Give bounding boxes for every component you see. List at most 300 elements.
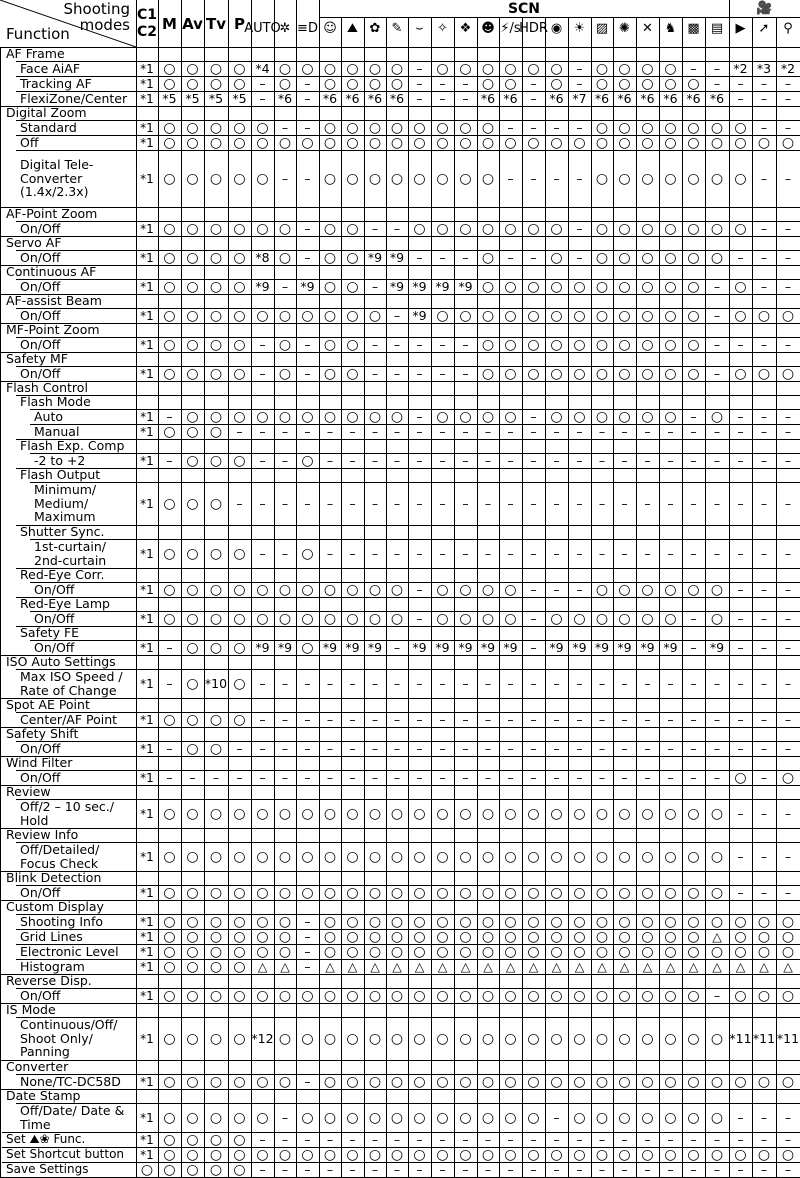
table-cell: ○ <box>641 134 654 151</box>
table-cell: ○ <box>413 220 426 237</box>
table-cell: – <box>462 337 469 352</box>
table-cell: – <box>484 1162 492 1177</box>
table-cell: ○ <box>504 278 517 295</box>
table-cell: – <box>371 424 379 439</box>
table-cell: – <box>760 741 768 756</box>
table-cell: ○ <box>527 928 540 945</box>
table-cell: *7 <box>572 91 587 106</box>
table-cell: ○ <box>595 943 609 960</box>
table-cell: ○ <box>278 336 292 353</box>
table-cell: – <box>212 770 220 785</box>
column-divider <box>136 47 137 1177</box>
table-cell: – <box>393 366 401 381</box>
table-cell: – <box>371 366 379 381</box>
table-cell: – <box>416 676 423 691</box>
table-cell: – <box>371 279 379 294</box>
table-cell: △ <box>414 959 425 974</box>
table-cell: – <box>439 712 446 727</box>
table-cell: *3 <box>756 61 772 76</box>
table-cell: – <box>737 76 744 91</box>
table-cell: ○ <box>550 365 563 382</box>
table-cell: – <box>462 676 469 691</box>
table-cell: *9 <box>709 640 725 655</box>
table-cell: ○ <box>618 913 631 930</box>
table-cell: ○ <box>323 60 337 77</box>
table-cell: – <box>484 676 492 691</box>
table-cell: ○ <box>459 220 472 237</box>
column-divider <box>776 47 777 1177</box>
table-cell: △ <box>460 959 471 974</box>
table-cell: *6 <box>663 91 678 106</box>
table-cell: ○ <box>256 1073 269 1090</box>
table-cell: – <box>737 546 744 561</box>
table-cell: – <box>530 1162 537 1177</box>
table-cell: △ <box>712 959 722 974</box>
table-cell: ○ <box>710 805 724 822</box>
table-cell: – <box>598 453 606 468</box>
table-cell: – <box>576 582 583 597</box>
table-cell: *1 <box>140 640 154 655</box>
row-divider <box>0 352 800 353</box>
table-cell: ○ <box>186 134 199 151</box>
table-cell: – <box>304 1074 311 1089</box>
table-cell: ○ <box>550 278 563 295</box>
table-cell: – <box>462 76 469 91</box>
table-cell: – <box>737 337 744 352</box>
table-cell: ○ <box>413 119 426 136</box>
table-cell: – <box>530 582 537 597</box>
table-cell: ○ <box>209 913 223 930</box>
function-label: Shooting Info <box>20 913 104 929</box>
table-cell: – <box>416 496 423 511</box>
table-cell: *1 <box>140 424 154 439</box>
table-cell: – <box>737 611 744 626</box>
table-cell: △ <box>574 959 585 974</box>
table-cell: ○ <box>504 913 517 930</box>
table-cell: ○ <box>436 805 449 822</box>
table-cell: ○ <box>186 75 199 92</box>
table-cell: – <box>371 546 379 561</box>
table-cell: ○ <box>527 60 540 77</box>
table-cell: – <box>737 676 744 691</box>
table-cell: ○ <box>256 943 269 960</box>
table-cell: – <box>393 676 401 691</box>
table-cell: ○ <box>618 943 631 960</box>
table-cell: ○ <box>527 278 540 295</box>
column-divider <box>431 47 432 1177</box>
table-cell: ○ <box>186 495 199 512</box>
table-cell: ○ <box>323 75 337 92</box>
table-cell: ○ <box>436 943 449 960</box>
table-cell: ○ <box>163 307 176 324</box>
row-divider <box>0 974 800 975</box>
table-cell: – <box>598 1162 606 1177</box>
table-cell: ○ <box>734 769 747 786</box>
table-cell: ○ <box>618 1030 631 1047</box>
table-cell: ○ <box>734 119 747 136</box>
table-cell: – <box>349 1162 356 1177</box>
table-cell: – <box>416 337 423 352</box>
table-cell: – <box>760 546 768 561</box>
table-cell: – <box>784 640 792 655</box>
table-cell: ○ <box>618 278 631 295</box>
table-cell: *1 <box>140 135 154 150</box>
group-heading: Shutter Sync. <box>20 524 105 539</box>
table-cell: – <box>393 424 401 439</box>
table-cell: – <box>439 424 446 439</box>
table-cell: ○ <box>687 336 700 353</box>
table-cell: ○ <box>323 928 337 945</box>
column-divider <box>228 47 229 1177</box>
table-cell: – <box>553 120 560 135</box>
table-cell: △ <box>759 959 769 974</box>
table-cell: – <box>304 76 311 91</box>
table-cell: ○ <box>550 913 563 930</box>
column-header: ⚲ <box>783 21 793 36</box>
table-cell: ○ <box>209 365 223 382</box>
table-cell: – <box>416 91 423 106</box>
table-cell: ○ <box>710 1030 724 1047</box>
header-divider <box>545 17 546 47</box>
table-cell: – <box>713 496 721 511</box>
table-cell: – <box>784 741 792 756</box>
table-cell: ○ <box>233 675 246 692</box>
table-cell: – <box>281 1110 289 1125</box>
table-cell: ○ <box>459 1030 472 1047</box>
table-cell: ○ <box>163 1073 176 1090</box>
table-cell: ○ <box>390 408 404 425</box>
table-cell: ○ <box>664 60 677 77</box>
table-cell: ○ <box>209 1161 223 1178</box>
table-cell: – <box>713 424 721 439</box>
table-cell: *9 <box>389 250 405 265</box>
table-cell: – <box>259 337 266 352</box>
table-cell: *2 <box>780 61 796 76</box>
table-cell: ○ <box>256 1146 269 1163</box>
table-cell: – <box>416 76 423 91</box>
table-cell: ○ <box>256 307 269 324</box>
table-cell: ○ <box>233 307 246 324</box>
function-label: On/Off <box>34 610 75 626</box>
table-cell: – <box>304 366 311 381</box>
table-cell: – <box>326 676 334 691</box>
table-cell: – <box>371 453 379 468</box>
table-cell: ○ <box>233 884 246 901</box>
table-cell: – <box>713 279 721 294</box>
table-cell: – <box>416 250 423 265</box>
table-cell: △ <box>257 959 268 974</box>
column-divider <box>274 47 275 1177</box>
table-cell: ○ <box>481 848 495 865</box>
table-cell: – <box>259 453 266 468</box>
table-cell: ○ <box>664 119 677 136</box>
table-cell: – <box>644 1162 651 1177</box>
column-divider <box>545 47 546 1177</box>
function-label: Function <box>6 25 70 43</box>
table-cell: – <box>304 337 311 352</box>
table-cell: *6 <box>277 91 293 106</box>
table-cell: – <box>281 676 289 691</box>
table-cell: ○ <box>209 1030 223 1047</box>
table-cell: ○ <box>781 928 795 945</box>
table-cell: – <box>349 424 356 439</box>
table-cell: – <box>507 741 514 756</box>
table-cell: ○ <box>504 134 517 151</box>
shooting-modes-label: Shooting modes <box>63 0 130 34</box>
table-cell: ○ <box>256 220 269 237</box>
table-cell: ○ <box>641 220 654 237</box>
table-cell: *6 <box>345 91 360 106</box>
table-cell: ○ <box>664 805 677 822</box>
table-cell: ○ <box>390 805 404 822</box>
table-cell: *1 <box>140 806 154 821</box>
table-cell: *6 <box>709 91 725 106</box>
table-cell: – <box>349 676 356 691</box>
column-header: ▨ <box>595 21 609 36</box>
table-cell: ○ <box>346 119 359 136</box>
table-cell: – <box>166 676 173 691</box>
table-cell: ○ <box>209 610 223 627</box>
table-cell: – <box>644 741 651 756</box>
table-cell: – <box>416 366 423 381</box>
table-cell: ○ <box>664 249 677 266</box>
table-cell: ○ <box>209 408 223 425</box>
table-cell: – <box>690 741 697 756</box>
table-cell: ○ <box>459 408 472 425</box>
table-cell: – <box>236 770 243 785</box>
table-cell: – <box>484 453 492 468</box>
table-cell: ○ <box>346 913 359 930</box>
table-cell: – <box>304 676 311 691</box>
table-cell: ○ <box>664 610 677 627</box>
group-heading: Blink Detection <box>6 870 102 885</box>
table-cell: *12 <box>251 1031 274 1046</box>
table-cell: ○ <box>664 1030 677 1047</box>
header-divider <box>204 0 205 47</box>
column-header: ✿ <box>369 21 381 36</box>
table-cell: ○ <box>323 913 337 930</box>
table-cell: ○ <box>618 249 631 266</box>
table-cell: – <box>784 1162 792 1177</box>
table-cell: ○ <box>209 1073 223 1090</box>
table-cell: – <box>576 424 583 439</box>
row-divider <box>0 265 800 266</box>
table-cell: ○ <box>346 249 359 266</box>
column-header: ⌣ <box>415 21 424 36</box>
table-cell: ○ <box>278 1030 292 1047</box>
table-cell: ○ <box>710 1146 724 1163</box>
table-cell: ○ <box>527 336 540 353</box>
table-cell: ○ <box>595 884 609 901</box>
table-cell: – <box>553 424 560 439</box>
table-cell: ○ <box>436 913 449 930</box>
table-cell: ○ <box>233 1131 246 1148</box>
table-cell: ○ <box>323 1073 337 1090</box>
table-cell: ○ <box>323 884 337 901</box>
table-cell: – <box>667 1162 674 1177</box>
table-cell: ○ <box>459 60 472 77</box>
table-cell: *1 <box>140 959 154 974</box>
table-cell: – <box>667 546 674 561</box>
table-cell: ○ <box>163 278 176 295</box>
table-cell: △ <box>370 959 380 974</box>
table-cell: – <box>784 885 792 900</box>
table-cell: ○ <box>595 610 609 627</box>
table-cell: – <box>760 885 768 900</box>
table-cell: ○ <box>209 75 223 92</box>
row-divider <box>0 294 800 295</box>
table-cell: ○ <box>595 848 609 865</box>
table-cell: ○ <box>233 170 246 187</box>
table-cell: ○ <box>573 307 586 324</box>
table-cell: *9 <box>549 640 564 655</box>
table-cell: – <box>553 496 560 511</box>
table-cell: ○ <box>710 884 724 901</box>
table-cell: – <box>462 712 469 727</box>
table-cell: ○ <box>550 408 563 425</box>
table-cell: ○ <box>233 848 246 865</box>
table-cell: – <box>553 546 560 561</box>
row-divider <box>0 871 800 872</box>
table-cell: – <box>439 546 446 561</box>
row-divider <box>0 828 800 829</box>
table-cell: ○ <box>459 581 472 598</box>
table-cell: ○ <box>757 913 771 930</box>
table-cell: – <box>690 770 697 785</box>
column-divider <box>613 47 614 1177</box>
table-cell: *9 <box>458 640 473 655</box>
table-cell: ○ <box>527 134 540 151</box>
table-cell: ○ <box>504 805 517 822</box>
table-cell: – <box>553 453 560 468</box>
table-cell: ○ <box>368 60 382 77</box>
table-cell: ○ <box>233 928 246 945</box>
table-cell: – <box>281 496 289 511</box>
table-cell: *9 <box>322 640 338 655</box>
table-cell: ○ <box>346 336 359 353</box>
table-cell: ○ <box>781 769 795 786</box>
table-cell: ○ <box>186 1073 199 1090</box>
table-cell: ○ <box>413 943 426 960</box>
column-header: Tv <box>205 14 226 33</box>
table-cell: – <box>737 849 744 864</box>
table-cell: – <box>530 676 537 691</box>
table-cell: – <box>667 712 674 727</box>
table-cell: ○ <box>618 119 631 136</box>
table-cell: ○ <box>278 884 292 901</box>
table-cell: ○ <box>734 220 747 237</box>
table-cell: ○ <box>618 307 631 324</box>
table-cell: ○ <box>781 913 795 930</box>
row-divider <box>0 1060 800 1061</box>
table-cell: – <box>281 424 289 439</box>
table-cell: ○ <box>757 1146 771 1163</box>
table-cell: ○ <box>436 581 449 598</box>
table-cell: – <box>737 424 744 439</box>
table-cell: ○ <box>390 1073 404 1090</box>
table-cell: ○ <box>390 610 404 627</box>
table-cell: – <box>760 712 768 727</box>
table-cell: ○ <box>573 134 586 151</box>
table-cell: *1 <box>140 76 154 91</box>
column-divider <box>729 47 730 1177</box>
table-cell: – <box>713 308 721 323</box>
table-cell: ○ <box>641 805 654 822</box>
table-cell: – <box>462 424 469 439</box>
header-divider <box>636 17 637 47</box>
table-cell: – <box>259 1162 266 1177</box>
function-label: On/Off <box>20 769 61 785</box>
group-heading: Date Stamp <box>6 1088 81 1103</box>
column-divider <box>499 47 500 1177</box>
group-heading: Red-Eye Corr. <box>20 567 105 582</box>
table-cell: ○ <box>301 848 314 865</box>
table-cell: – <box>530 91 537 106</box>
table-cell: ○ <box>278 408 292 425</box>
function-label: Center/AF Point <box>20 711 118 727</box>
table-cell: – <box>690 640 697 655</box>
table-cell: ○ <box>163 1030 176 1047</box>
table-cell: – <box>393 496 401 511</box>
table-cell: ○ <box>163 987 176 1004</box>
table-cell: ○ <box>595 1109 609 1126</box>
table-cell: ○ <box>664 307 677 324</box>
column-divider <box>477 47 478 1177</box>
table-cell: ○ <box>664 134 677 151</box>
function-label: Set Shortcut button <box>6 1146 125 1161</box>
table-cell: ○ <box>390 134 404 151</box>
table-cell: ○ <box>346 848 359 865</box>
table-cell: ○ <box>256 805 269 822</box>
table-cell: – <box>784 250 792 265</box>
column-divider <box>454 47 455 1177</box>
table-cell: ○ <box>710 913 724 930</box>
table-cell: ○ <box>233 958 246 975</box>
table-cell: – <box>393 1132 401 1147</box>
table-cell: ○ <box>527 848 540 865</box>
column-header: Av <box>182 14 203 33</box>
function-label: Grid Lines <box>20 928 83 944</box>
table-cell: ○ <box>664 581 677 598</box>
table-cell: ○ <box>550 220 563 237</box>
table-cell: *1 <box>140 337 154 352</box>
table-cell: ○ <box>641 1146 654 1163</box>
table-cell: – <box>553 741 560 756</box>
table-cell: ○ <box>550 610 563 627</box>
table-cell: *10 <box>204 676 228 691</box>
table-cell: ○ <box>186 884 199 901</box>
table-cell: ○ <box>346 610 359 627</box>
table-cell: ○ <box>186 610 199 627</box>
table-cell: ○ <box>595 134 609 151</box>
table-cell: ○ <box>233 134 246 151</box>
table-cell: *9 <box>663 640 678 655</box>
table-cell: – <box>166 409 173 424</box>
table-cell: ○ <box>390 913 404 930</box>
table-cell: – <box>713 770 721 785</box>
table-cell: ○ <box>573 913 586 930</box>
table-cell: – <box>784 806 792 821</box>
table-cell: – <box>760 250 768 265</box>
table-cell: ○ <box>710 848 724 865</box>
table-cell: – <box>349 770 356 785</box>
table-cell: ○ <box>323 119 337 136</box>
table-cell: ○ <box>390 75 404 92</box>
table-cell: – <box>598 424 606 439</box>
table-cell: ○ <box>278 943 292 960</box>
table-cell: ○ <box>573 408 586 425</box>
table-cell: ○ <box>573 848 586 865</box>
